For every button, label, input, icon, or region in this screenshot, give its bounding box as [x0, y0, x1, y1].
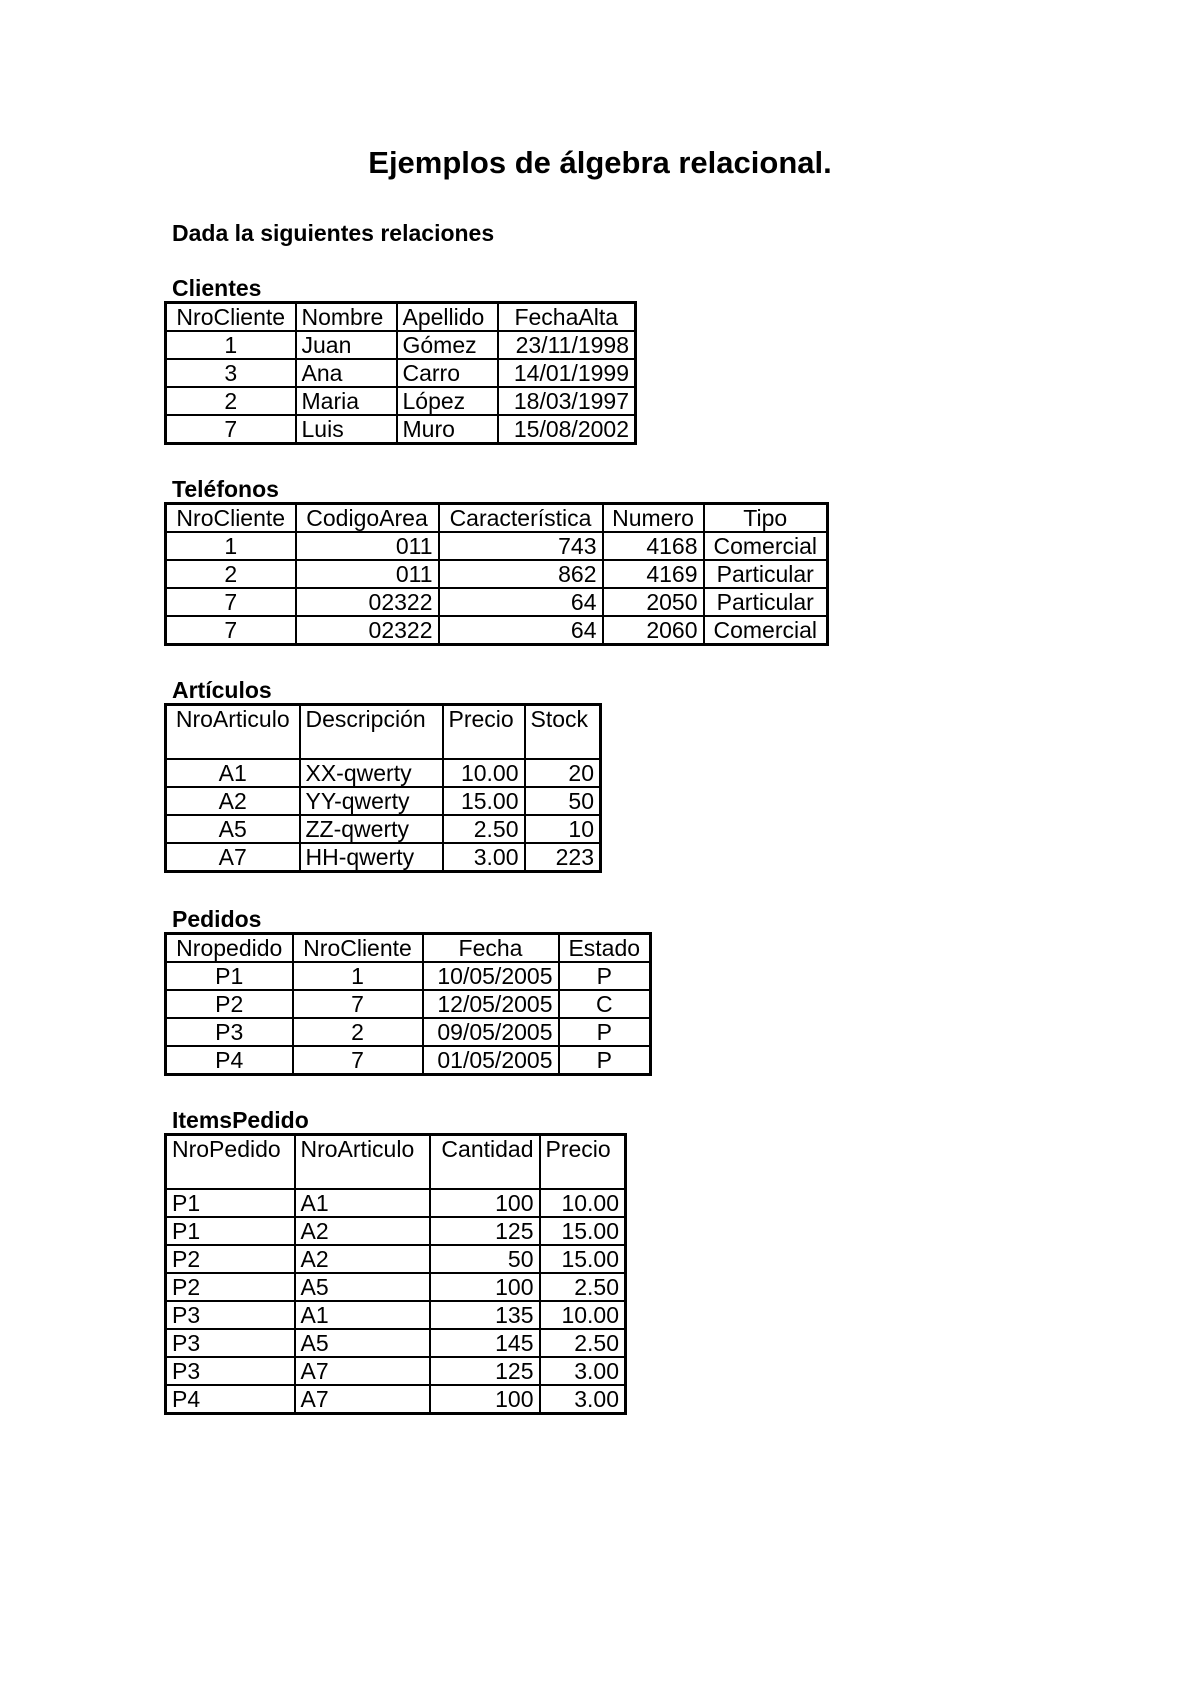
table-cell: 7 [293, 990, 423, 1018]
table-cell: 3.00 [443, 843, 525, 872]
table-cell: P4 [166, 1046, 293, 1075]
itemspedido-title: ItemsPedido [172, 1107, 309, 1133]
table-cell: 2.50 [540, 1329, 626, 1357]
table-cell: 2 [166, 387, 296, 415]
table-cell: A5 [295, 1329, 430, 1357]
table-row [166, 1301, 626, 1329]
table-cell: P3 [166, 1301, 295, 1329]
table-row [166, 415, 636, 444]
table-cell: 10.00 [443, 759, 525, 787]
table-row [166, 1046, 651, 1075]
table-cell: 09/05/2005 [423, 1018, 559, 1046]
table-cell: A7 [166, 843, 300, 872]
table-cell: P2 [166, 1273, 295, 1301]
table-cell: A2 [295, 1245, 430, 1273]
table-cell: A7 [295, 1385, 430, 1414]
table-cell: Carro [397, 359, 498, 387]
table-cell: 862 [439, 560, 603, 588]
clientes-header-cell: Apellido [397, 303, 498, 332]
pedidos-header-cell: Estado [559, 934, 651, 963]
itemspedido-header-row [166, 1135, 626, 1190]
table-cell: A5 [295, 1273, 430, 1301]
table-row [166, 532, 828, 560]
table-cell: P [559, 1046, 651, 1075]
clientes-table [164, 301, 637, 445]
table-cell: 2060 [603, 616, 704, 645]
table-cell: Muro [397, 415, 498, 444]
table-cell: 64 [439, 588, 603, 616]
table-cell: 02322 [296, 616, 439, 645]
table-row [166, 616, 828, 645]
telefonos-header-cell: Tipo [704, 504, 828, 533]
table-cell: Luis [296, 415, 397, 444]
itemspedido-header-cell: Precio [540, 1135, 626, 1190]
clientes-header-cell: NroCliente [166, 303, 296, 332]
table-cell: 64 [439, 616, 603, 645]
telefonos-header-cell: CodigoArea [296, 504, 439, 533]
table-row [166, 1329, 626, 1357]
table-cell: 125 [430, 1357, 540, 1385]
articulos-header-cell: Descripción [300, 705, 443, 760]
table-row [166, 990, 651, 1018]
table-cell: A1 [166, 759, 300, 787]
table-cell: 4169 [603, 560, 704, 588]
table-cell: 7 [293, 1046, 423, 1075]
table-cell: YY-qwerty [300, 787, 443, 815]
table-cell: 100 [430, 1385, 540, 1414]
pedidos-header-cell: Fecha [423, 934, 559, 963]
table-cell: A5 [166, 815, 300, 843]
intro-text: Dada la siguientes relaciones [172, 220, 495, 246]
table-cell: C [559, 990, 651, 1018]
table-cell: 14/01/1999 [498, 359, 636, 387]
table-cell: 2 [293, 1018, 423, 1046]
table-cell: 15/08/2002 [498, 415, 636, 444]
table-cell: 50 [430, 1245, 540, 1273]
articulos-header-cell: Stock [525, 705, 601, 760]
table-row [166, 1189, 626, 1217]
table-row [166, 1018, 651, 1046]
table-row [166, 588, 828, 616]
table-cell: 01/05/2005 [423, 1046, 559, 1075]
table-cell: 2 [166, 560, 296, 588]
table-cell: Particular [704, 588, 828, 616]
table-cell: 7 [166, 415, 296, 444]
table-cell: 145 [430, 1329, 540, 1357]
table-cell: Juan [296, 331, 397, 359]
table-cell: HH-qwerty [300, 843, 443, 872]
articulos-title: Artículos [172, 677, 272, 703]
table-cell: 02322 [296, 588, 439, 616]
table-cell: 1 [293, 962, 423, 990]
articulos-table [164, 703, 602, 873]
table-cell: A2 [166, 787, 300, 815]
table-cell: P [559, 1018, 651, 1046]
table-cell: P1 [166, 1189, 295, 1217]
table-cell: 50 [525, 787, 601, 815]
pedidos-header-row [166, 934, 651, 963]
table-row [166, 331, 636, 359]
table-row [166, 1385, 626, 1414]
table-cell: P [559, 962, 651, 990]
table-cell: P1 [166, 1217, 295, 1245]
table-row [166, 560, 828, 588]
table-cell: Particular [704, 560, 828, 588]
table-row [166, 759, 601, 787]
table-cell: López [397, 387, 498, 415]
articulos-header-row [166, 705, 601, 760]
table-cell: P1 [166, 962, 293, 990]
table-cell: 3.00 [540, 1385, 626, 1414]
table-row [166, 962, 651, 990]
table-cell: 10/05/2005 [423, 962, 559, 990]
telefonos-header-cell: NroCliente [166, 504, 296, 533]
table-cell: 2.50 [443, 815, 525, 843]
table-cell: Comercial [704, 616, 828, 645]
table-row [166, 359, 636, 387]
table-cell: Ana [296, 359, 397, 387]
table-cell: 100 [430, 1189, 540, 1217]
table-cell: 7 [166, 588, 296, 616]
table-cell: 011 [296, 560, 439, 588]
table-cell: 18/03/1997 [498, 387, 636, 415]
table-row [166, 843, 601, 872]
table-cell: P3 [166, 1329, 295, 1357]
table-cell: XX-qwerty [300, 759, 443, 787]
telefonos-header-cell: Característica [439, 504, 603, 533]
table-cell: 3.00 [540, 1357, 626, 1385]
table-cell: 743 [439, 532, 603, 560]
telefonos-table [164, 502, 829, 646]
table-cell: P3 [166, 1357, 295, 1385]
table-cell: A1 [295, 1301, 430, 1329]
clientes-title: Clientes [172, 275, 262, 301]
table-cell: 3 [166, 359, 296, 387]
table-cell: 15.00 [540, 1245, 626, 1273]
document-title: Ejemplos de álgebra relacional. [368, 145, 832, 180]
table-cell: P2 [166, 1245, 295, 1273]
table-cell: 10.00 [540, 1189, 626, 1217]
table-cell: Maria [296, 387, 397, 415]
table-cell: P3 [166, 1018, 293, 1046]
table-cell: 1 [166, 331, 296, 359]
table-cell: 10 [525, 815, 601, 843]
table-cell: 2050 [603, 588, 704, 616]
table-cell: 15.00 [443, 787, 525, 815]
table-row [166, 1357, 626, 1385]
table-row [166, 1217, 626, 1245]
itemspedido-header-cell: NroArticulo [295, 1135, 430, 1190]
table-cell: 100 [430, 1273, 540, 1301]
table-cell: Comercial [704, 532, 828, 560]
table-cell: 223 [525, 843, 601, 872]
clientes-header-cell: FechaAlta [498, 303, 636, 332]
table-row [166, 1245, 626, 1273]
telefonos-header-cell: Numero [603, 504, 704, 533]
clientes-header-cell: Nombre [296, 303, 397, 332]
table-cell: 4168 [603, 532, 704, 560]
table-cell: 20 [525, 759, 601, 787]
table-cell: 15.00 [540, 1217, 626, 1245]
table-cell: A7 [295, 1357, 430, 1385]
table-cell: 2.50 [540, 1273, 626, 1301]
pedidos-header-cell: Nropedido [166, 934, 293, 963]
table-cell: P4 [166, 1385, 295, 1414]
table-row [166, 815, 601, 843]
table-cell: 23/11/1998 [498, 331, 636, 359]
clientes-header-row [166, 303, 636, 332]
table-cell: ZZ-qwerty [300, 815, 443, 843]
itemspedido-header-cell: NroPedido [166, 1135, 295, 1190]
table-cell: 125 [430, 1217, 540, 1245]
table-cell: 1 [166, 532, 296, 560]
table-cell: Gómez [397, 331, 498, 359]
table-cell: 011 [296, 532, 439, 560]
table-row [166, 1273, 626, 1301]
articulos-header-cell: Precio [443, 705, 525, 760]
table-cell: 10.00 [540, 1301, 626, 1329]
telefonos-header-row [166, 504, 828, 533]
table-row [166, 787, 601, 815]
telefonos-title: Teléfonos [172, 476, 279, 502]
itemspedido-table [164, 1133, 627, 1415]
articulos-header-cell: NroArticulo [166, 705, 300, 760]
pedidos-title: Pedidos [172, 906, 262, 932]
pedidos-table [164, 932, 652, 1076]
table-cell: P2 [166, 990, 293, 1018]
table-cell: A1 [295, 1189, 430, 1217]
table-cell: 135 [430, 1301, 540, 1329]
itemspedido-header-cell: Cantidad [430, 1135, 540, 1190]
table-cell: 7 [166, 616, 296, 645]
pedidos-header-cell: NroCliente [293, 934, 423, 963]
table-row [166, 387, 636, 415]
table-cell: 12/05/2005 [423, 990, 559, 1018]
table-cell: A2 [295, 1217, 430, 1245]
